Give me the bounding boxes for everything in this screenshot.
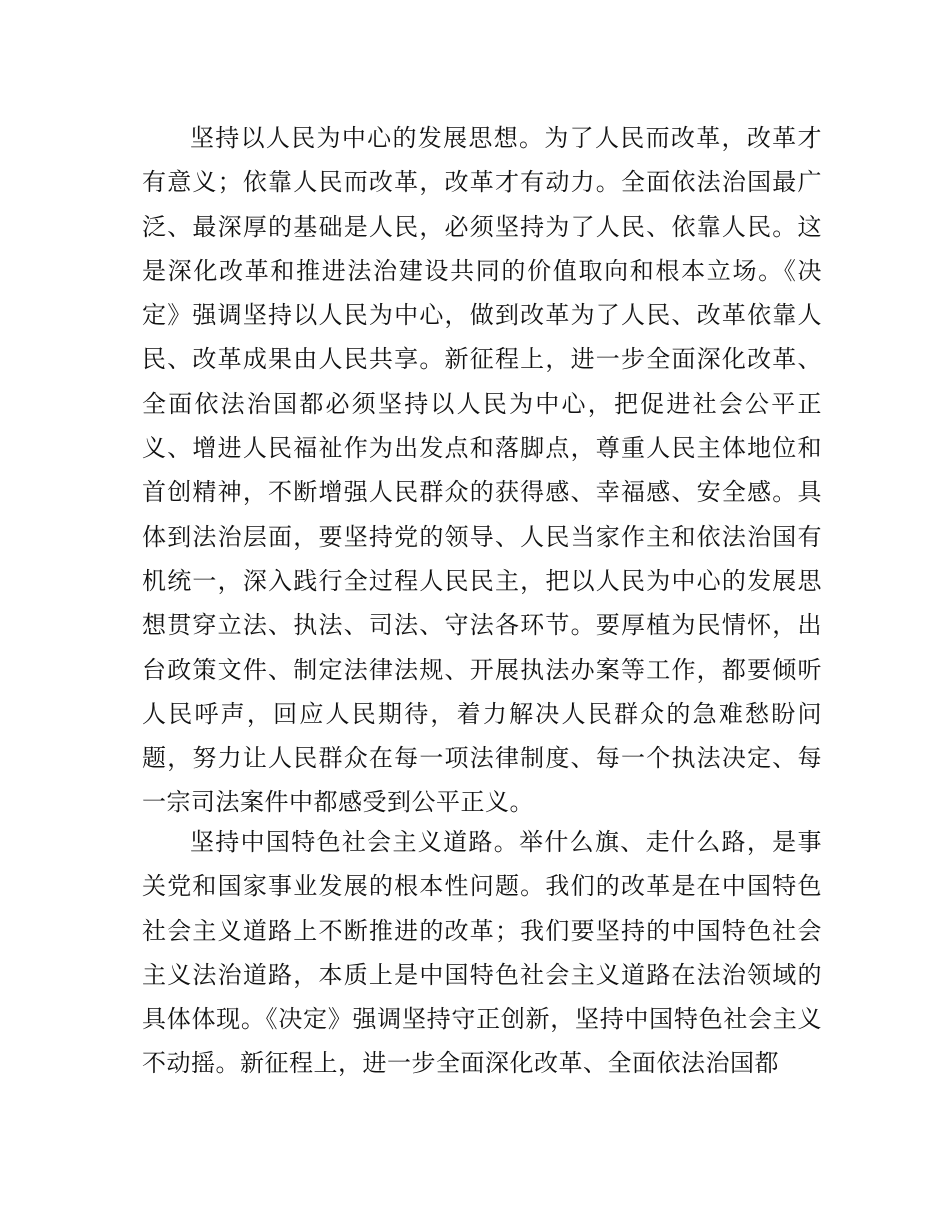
body-paragraph: 坚持以人民为中心的发展思想。为了人民而改革，改革才有意义；依靠人民而改革，改革才有动力。全面依法治国最广泛、最深厚的基础是人民，必须坚持为了人民、依靠人民。这是深化改革和推进法治建设共同的价值取向和根本立场。《决定》强调坚持以人民为中心，做到改革为了人民、改革依靠人民、改革成果由人民共享。新征程上，进一步全面深化改革、全面依法治国都必须坚持以人民为中心，把促进社会公平正义、增进人民福祉作为出发点和落脚点，尊重人民主体地位和首创精神，不断增强人民群众的获得感、幸福感、安全感。具体到法治层面，要坚持党的领导、人民当家作主和依法治国有机统一，深入践行全过程人民民主，把以人民为中心的发展思想贯穿立法、执法、司法、守法各环节。要厚植为民情怀，出台政策文件、制定法律法规、开展执法办案等工作，都要倾听人民呼声，回应人民期待，着力解决人民群众的急难愁盼问题，努力让人民群众在每一项法律制度、每一个执法决定、每一宗司法案件中都感受到公平正义。 [142, 124, 822, 817]
body-paragraph: 坚持中国特色社会主义道路。举什么旗、走什么路，是事关党和国家事业发展的根本性问题。我们的改革是在中国特色社会主义道路上不断推进的改革；我们要坚持的中国特色社会主义法治道路，本质上是中国特色社会主义道路在法治领域的具体体现。《决定》强调坚持守正创新，坚持中国特色社会主义不动摇。新征程上，进一步全面深化改革、全面依法治国都 [142, 828, 822, 1078]
